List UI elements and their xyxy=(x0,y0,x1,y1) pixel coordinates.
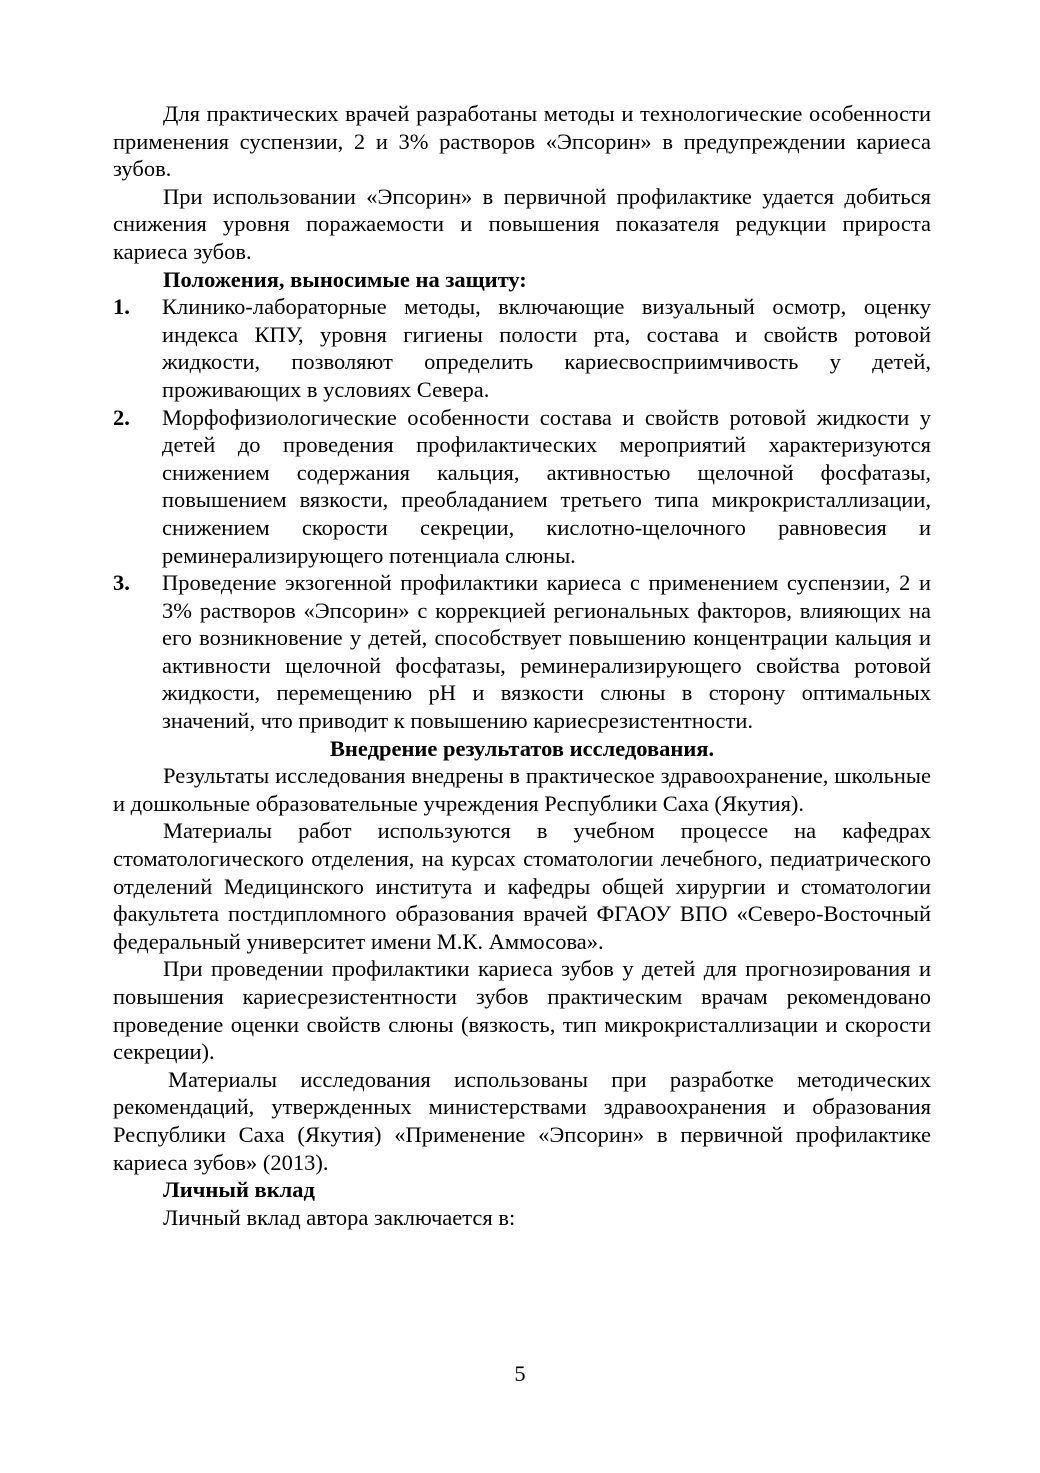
intro-paragraph-1: Для практических врачей разработаны методы и технологические особенности применения суспензии, 2 и 3% растворов «Эпсорин» в предупреждении кариеса зубов. xyxy=(113,101,931,182)
personal-contribution-text: Личный вклад автора заключается в: xyxy=(163,1204,516,1230)
intro-paragraph-2: При использовании «Эпсорин» в первичной профилактике удается добиться снижения уровня поражаемости и повышения показателя редукции прироста кариеса зубов. xyxy=(113,183,931,264)
thesis-number: 3. xyxy=(113,570,130,596)
thesis-item-2 xyxy=(113,404,931,570)
thesis-text: Морфофизиологические особенности состава и свойств ротовой жидкости у детей до проведения профилактических мероприятий характеризуются снижением содержания кальция, активностью щелочной фосфатазы, повышением вязкости, преобладанием третьего типа микрокристаллизации, снижением скорости секреции, кислотно-щелочного равновесия и реминерализирующего потенциала слюны. xyxy=(162,404,931,568)
implementation-paragraph-3: При проведении профилактики кариеса зубов у детей для прогнозирования и повышения кариесрезистентности зубов практическим врачам рекомендовано проведение оценки свойств слюны (вязкость, тип микрокристаллизации и скорости секреции). xyxy=(113,956,931,1065)
implementation-paragraph-1: Результаты исследования внедрены в практическое здравоохранение, школьные и дошкольные образовательные учреждения Республики Саха (Якутия). xyxy=(113,763,931,816)
personal-contribution-heading: Личный вклад xyxy=(163,1177,315,1203)
implementation-heading: Внедрение результатов исследования. xyxy=(329,735,715,761)
thesis-text: Клинико-лабораторные методы, включающие визуальный осмотр, оценку индекса КПУ, уровня гигиены полости рта, состава и свойств ротовой жидкости, позволяют определить кариесвосприимчивость у детей, проживающих в условиях Севера. xyxy=(162,294,931,402)
theses-heading: Положения, выносимые на защиту: xyxy=(163,266,527,292)
thesis-text: Проведение экзогенной профилактики кариеса с применением суспензии, 2 и 3% растворов «Эпсорин» с коррекцией региональных факторов, влияющих на его возникновение у детей, способствует повышению концентрации кальция и активности щелочной фосфатазы, реминерализирующего свойства ротовой жидкости, перемещению рН и вязкости слюны в сторону оптимальных значений, что приводит к повышению кариесрезистентности. xyxy=(162,570,931,734)
document-page xyxy=(113,100,931,1231)
thesis-number: 1. xyxy=(113,294,130,320)
implementation-paragraph-2: Материалы работ используются в учебном процессе на кафедрах стоматологического отделения, на курсах стоматологии лечебного, педиатрического отделений Медицинского института и кафедры общей хирургии и стоматологии факультета постдипломного образования врачей ФГАОУ ВПО «Северо-Восточный федеральный университет имени М.К. Аммосова». xyxy=(113,818,931,954)
thesis-item-1 xyxy=(113,293,931,403)
implementation-paragraph-4: Материалы исследования использованы при разработке методических рекомендаций, утвержденных министерствами здравоохранения и образования Республики Саха (Якутия) «Применение «Эпсорин» в первичной профилактике кариеса зубов» (2013). xyxy=(113,1066,931,1175)
thesis-item-3 xyxy=(113,569,931,735)
thesis-number: 2. xyxy=(113,404,130,430)
page-number: 5 xyxy=(514,1361,526,1386)
